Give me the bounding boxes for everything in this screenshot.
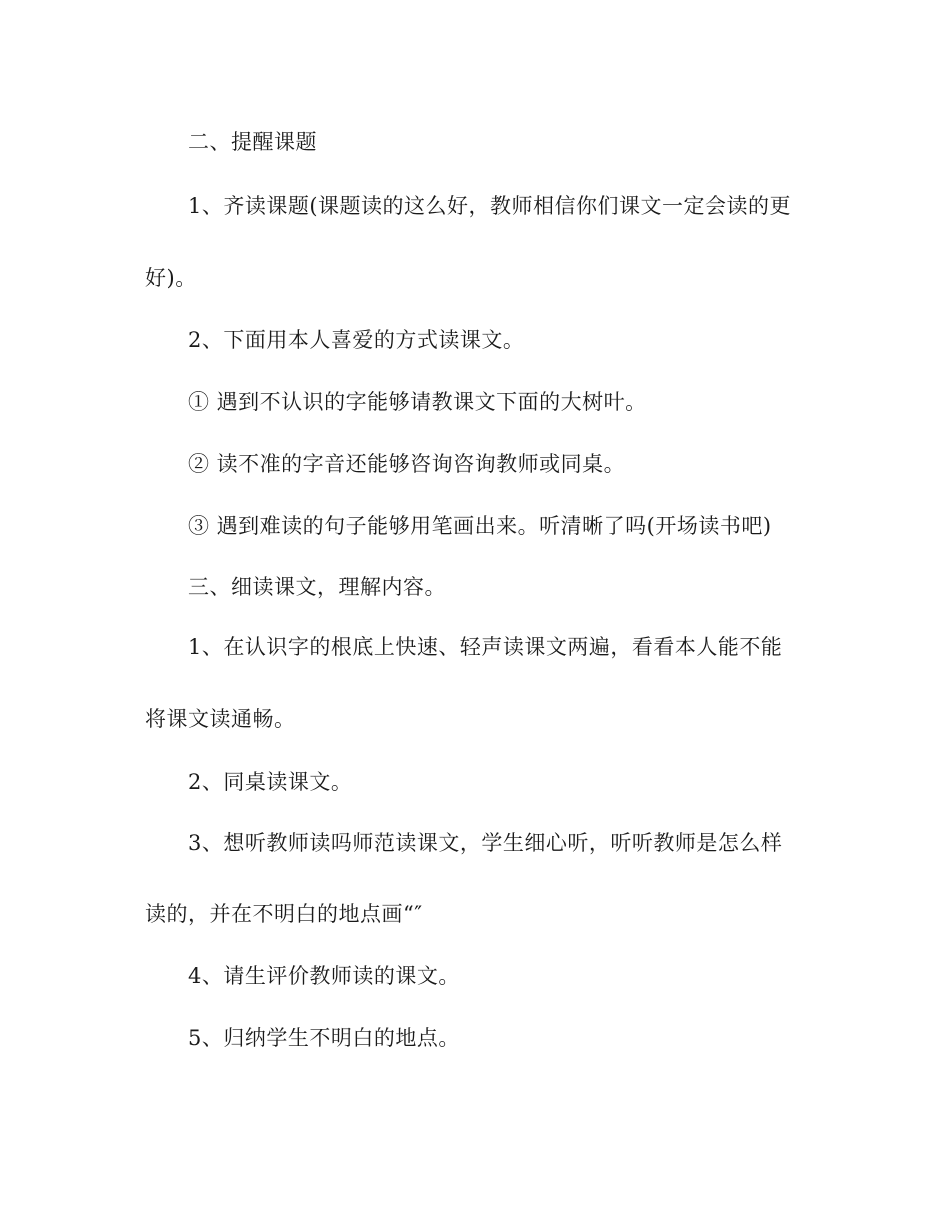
paragraph-line: 3、想听教师读吗师范读课文，学生细心听，听听教师是怎么样: [188, 831, 783, 855]
list-item: ③ 遇到难读的句子能够用笔画出来。听清晰了吗(开场读书吧): [188, 514, 772, 538]
section-heading-3: 三、细读课文，理解内容。: [188, 575, 446, 599]
paragraph-line: 1、在认识字的根底上快速、轻声读课文两遍，看看本人能不能: [188, 635, 783, 659]
paragraph-line: 2、下面用本人喜爱的方式读课文。: [188, 328, 525, 352]
list-item: ② 读不准的字音还能够咨询咨询教师或同桌。: [188, 452, 626, 476]
paragraph-line-continued: 读的，并在不明白的地点画“″: [145, 902, 423, 926]
paragraph-line: 5、归纳学生不明白的地点。: [188, 1026, 460, 1050]
paragraph-line: 1、齐读课题(课题读的这么好，教师相信你们课文一定会读的更: [188, 194, 792, 218]
section-heading-2: 二、提醒课题: [188, 130, 317, 154]
paragraph-line-continued: 将课文读通畅。: [145, 707, 296, 731]
paragraph-line-continued: 好)。: [145, 266, 197, 290]
list-item: ① 遇到不认识的字能够请教课文下面的大树叶。: [188, 390, 647, 414]
paragraph-line: 2、同桌读课文。: [188, 770, 353, 794]
paragraph-line: 4、请生评价教师读的课文。: [188, 964, 460, 988]
